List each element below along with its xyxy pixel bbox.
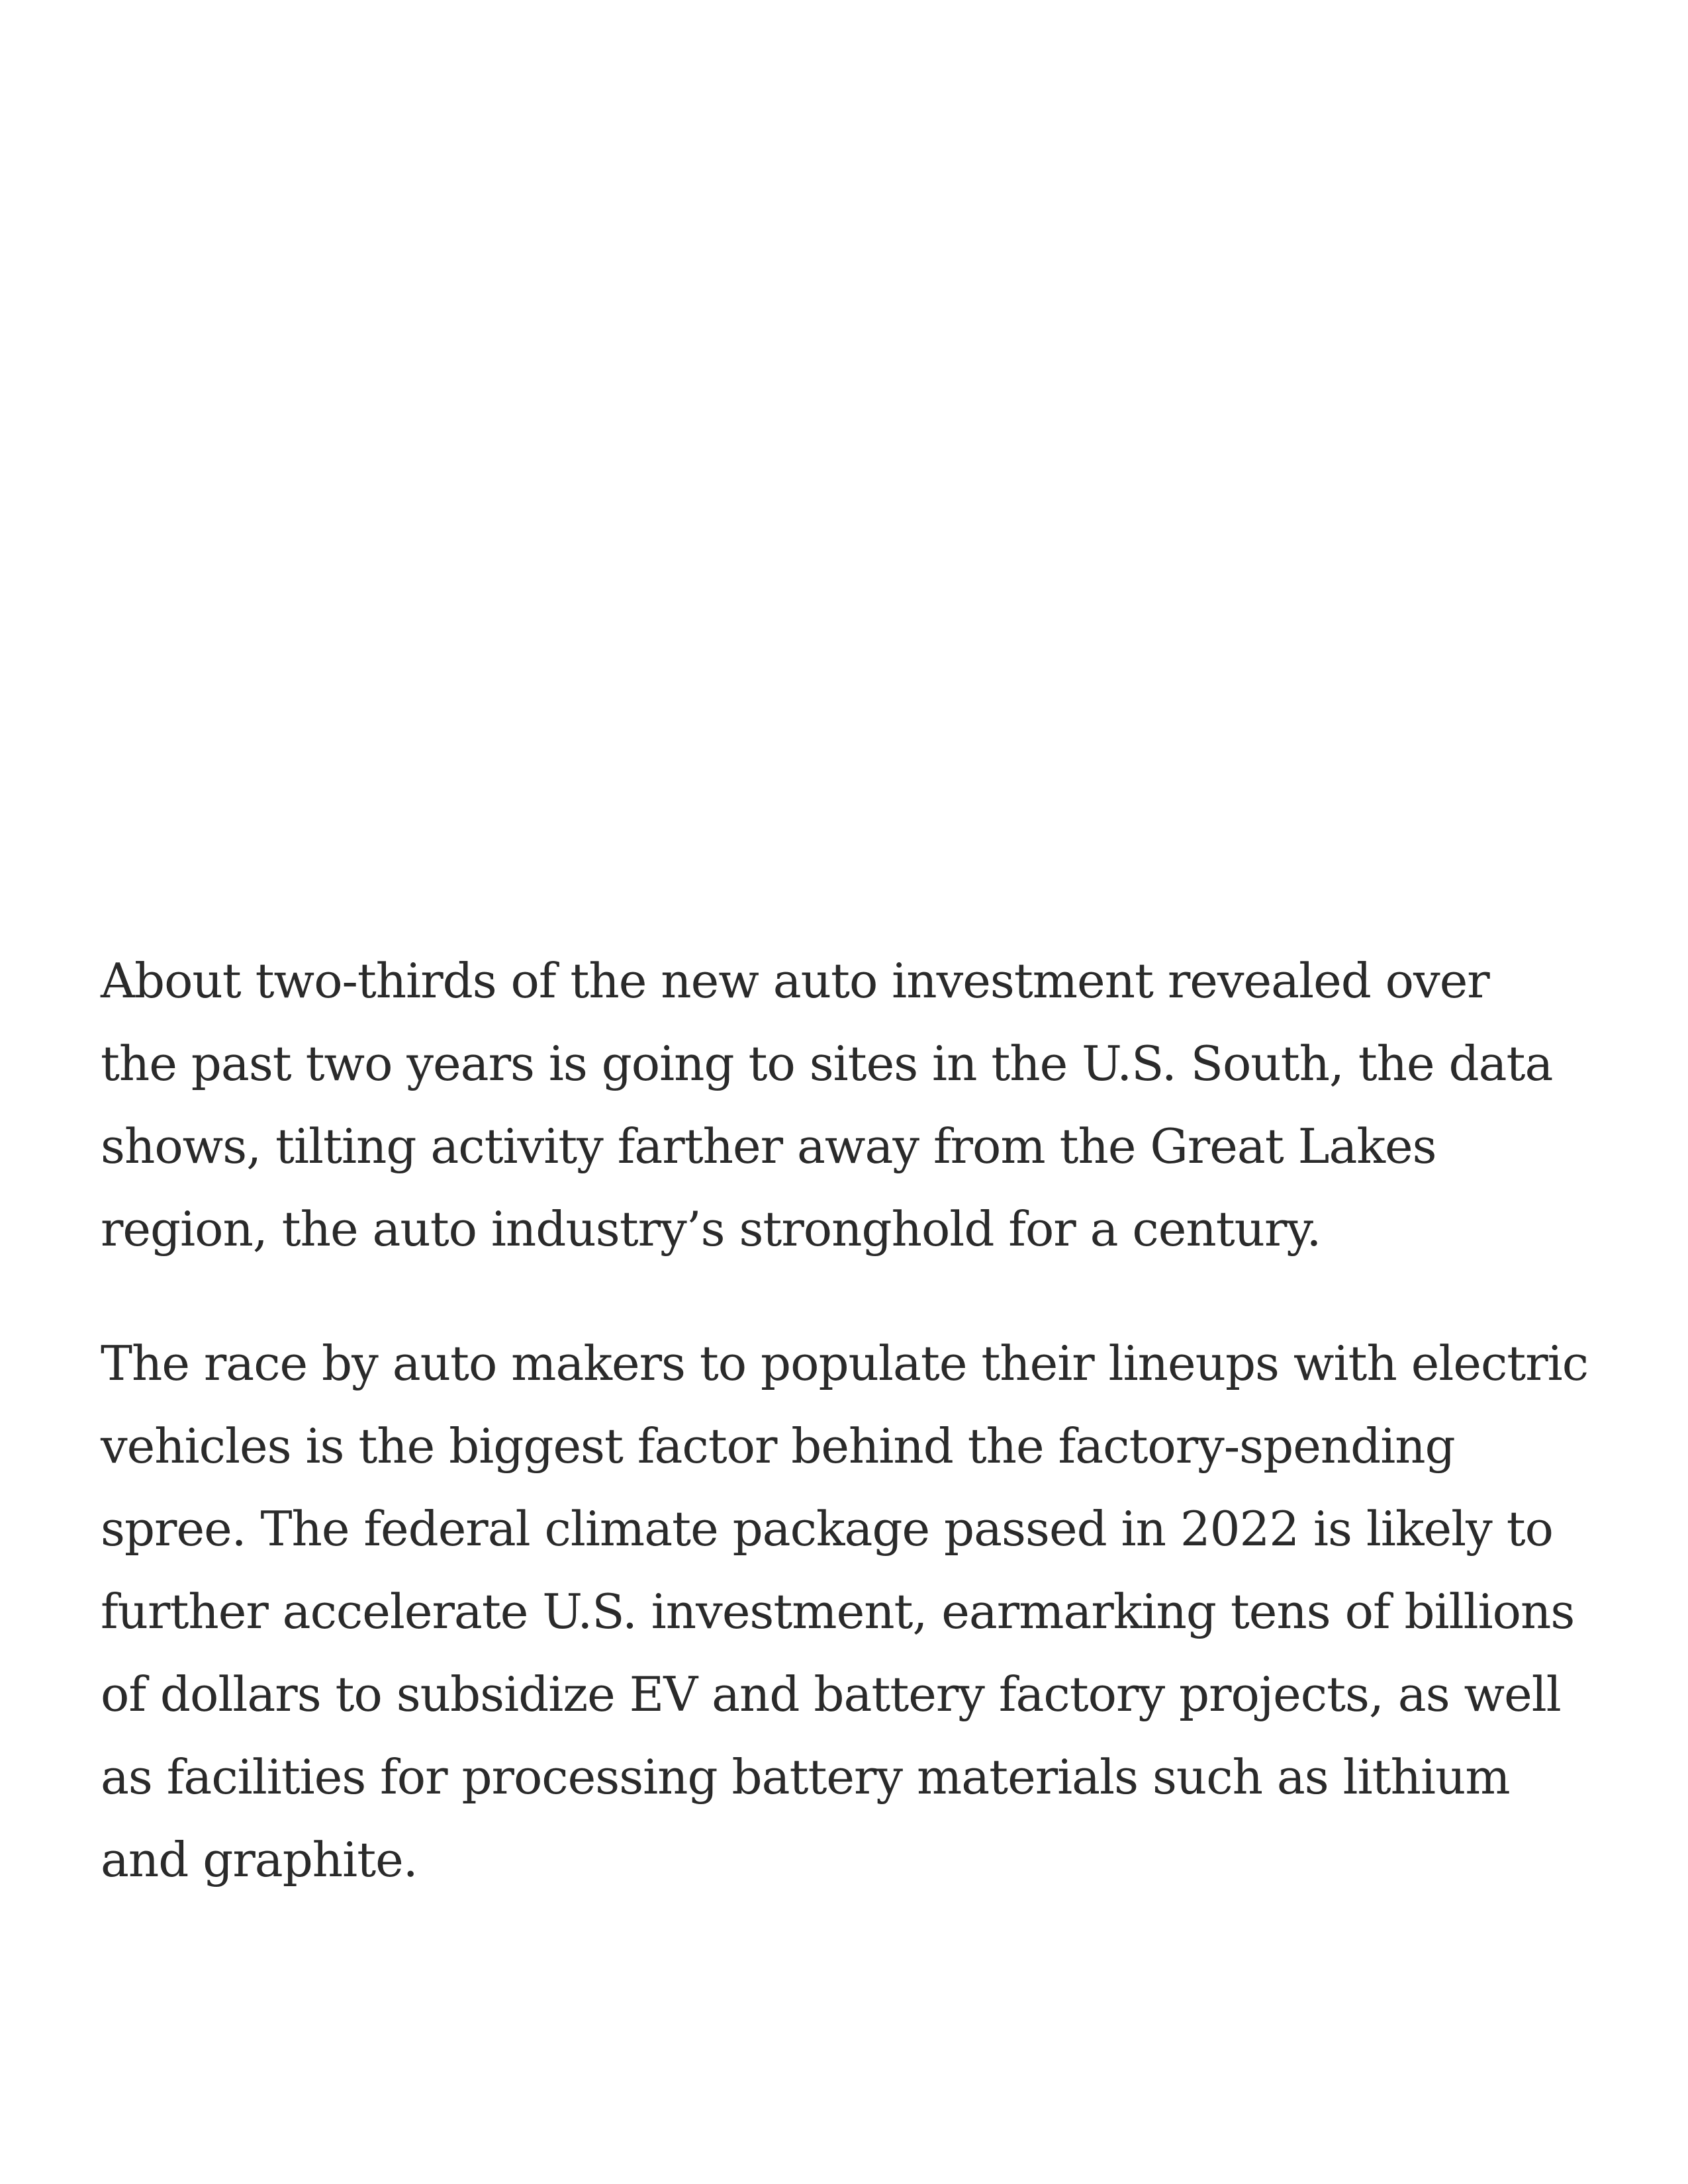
- text-line: as facilities for processing battery materials such as lithium: [101, 1749, 1510, 1805]
- paragraph-ev-factory-spending: [101, 1322, 1610, 1901]
- paragraph-auto-investment-south: [101, 940, 1610, 1271]
- text-line: region, the auto industry’s stronghold for a century.: [101, 1201, 1321, 1257]
- text-line: spree. The federal climate package passed in 2022 is likely to: [101, 1501, 1553, 1557]
- text-line: The race by auto makers to populate their lineups with electric: [101, 1336, 1589, 1391]
- text-line: further accelerate U.S. investment, earmarking tens of billions: [101, 1584, 1575, 1639]
- text-line: shows, tilting activity farther away from the Great Lakes: [101, 1118, 1436, 1174]
- text-line: of dollars to subsidize EV and battery factory projects, as well: [101, 1666, 1561, 1722]
- article-body: [101, 940, 1610, 1901]
- text-line: vehicles is the biggest factor behind the factory-spending: [101, 1418, 1455, 1474]
- text-line: the past two years is going to sites in the U.S. South, the data: [101, 1036, 1553, 1091]
- text-line: About two-thirds of the new auto investment revealed over: [101, 953, 1489, 1009]
- text-line: and graphite.: [101, 1832, 418, 1888]
